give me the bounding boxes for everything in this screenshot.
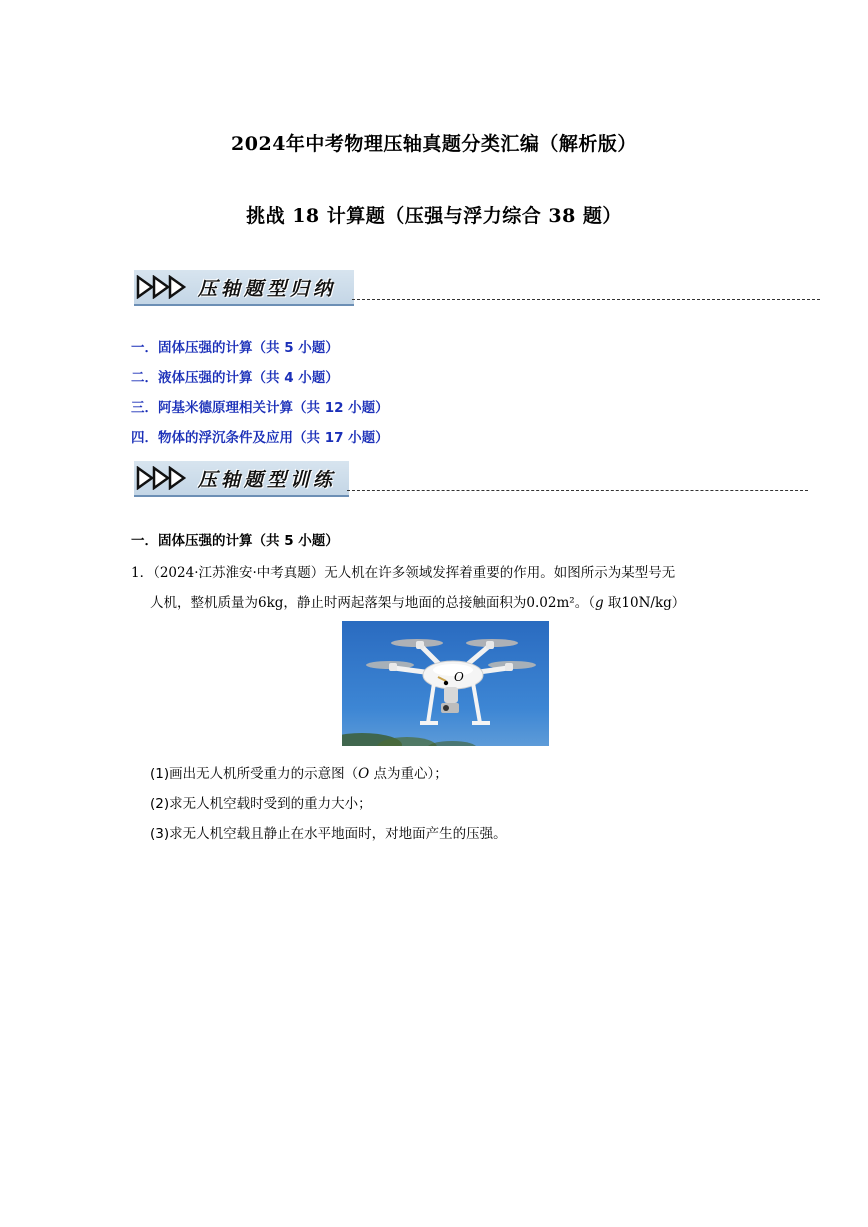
banner-training-label: 压轴题型训练	[198, 468, 337, 491]
point-o-symbol: O	[358, 766, 370, 782]
question-text: ）	[671, 595, 686, 611]
sub-question-prefix: (2)	[150, 796, 170, 812]
triple-arrow-icon	[136, 275, 188, 299]
sub-question-text: 画出无人机所受重力的示意图（	[169, 766, 359, 782]
toc-item-1[interactable]: 一．固体压强的计算（共 5 小题）	[131, 340, 339, 356]
g-value: 10N/kg	[621, 595, 672, 611]
toc-item-2[interactable]: 二．液体压强的计算（共 4 小题）	[131, 370, 339, 386]
sub-question-text: 求无人机空载且静止在水平地面时，对地面产生的压强。	[169, 826, 507, 842]
toc-item-4[interactable]: 四．物体的浮沉条件及应用（共 17 小题）	[131, 430, 389, 446]
mass-value: 6kg	[258, 595, 284, 611]
document-title: 2024年中考物理压轴真题分类汇编（解析版）	[231, 133, 637, 155]
question-text: ，静止时两起落架与地面的总接触面积为	[283, 595, 527, 611]
toc-item-3[interactable]: 三．阿基米德原理相关计算（共 12 小题）	[131, 400, 389, 416]
sub-question-prefix: (1)	[150, 766, 170, 782]
sub-question-2	[150, 792, 372, 812]
sub-question-prefix: (3)	[150, 826, 170, 842]
sub-question-3	[150, 822, 507, 842]
g-symbol: g	[594, 595, 604, 611]
banner-dashed-divider	[352, 299, 820, 300]
sub-question-text: 点为重心）；	[369, 766, 448, 782]
document-subtitle: 挑战 18 计算题（压强与浮力综合 38 题）	[246, 205, 622, 227]
question-text: 取	[603, 595, 622, 611]
question-text: 无人机在许多领域发挥着重要的作用。如图所示为某型号无	[324, 565, 676, 581]
question-source: （2024·江苏淮安·中考真题）	[153, 565, 325, 581]
center-of-gravity-label: O	[454, 670, 464, 684]
question-text: 。（	[574, 595, 595, 611]
question-number: 1．	[131, 565, 154, 581]
banner-dashed-divider	[347, 490, 808, 491]
banner-summary-label: 压轴题型归纳	[198, 277, 337, 300]
question-text: 人机，整机质量为	[150, 595, 258, 611]
question-1-line-1	[131, 561, 675, 581]
sub-question-1	[150, 762, 448, 782]
section-heading: 一．固体压强的计算（共 5 小题）	[131, 533, 339, 549]
sub-question-text: 求无人机空载时受到的重力大小；	[169, 796, 372, 812]
drone-photo	[342, 621, 549, 746]
area-value: 0.02m²	[526, 595, 575, 611]
question-1-line-2	[150, 591, 685, 611]
triple-arrow-icon	[136, 466, 188, 490]
